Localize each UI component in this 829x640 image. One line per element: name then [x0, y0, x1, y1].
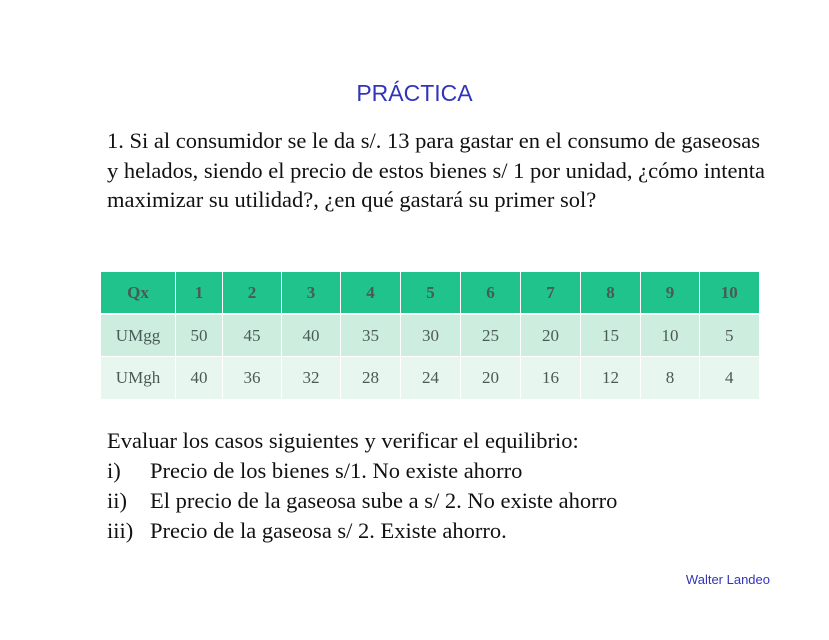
- header-cell: 3: [282, 272, 341, 314]
- header-cell: 6: [461, 272, 521, 314]
- table-cell: 28: [341, 357, 401, 400]
- table-cell: 12: [581, 357, 641, 400]
- item-number: ii): [107, 488, 127, 513]
- marginal-utility-table: [100, 272, 759, 399]
- table-cell: 15: [581, 314, 641, 357]
- table-cell: 4: [700, 357, 759, 400]
- table-cell: 50: [176, 314, 223, 357]
- header-cell: 9: [641, 272, 700, 314]
- table-cell: 10: [641, 314, 700, 357]
- table-cell: 32: [282, 357, 341, 400]
- table-cell: 25: [461, 314, 521, 357]
- evaluation-intro: Evaluar los casos siguientes y verificar el equilibrio:: [107, 428, 579, 453]
- table-cell: 8: [641, 357, 700, 400]
- table-cell: 40: [176, 357, 223, 400]
- table-cell: 30: [401, 314, 461, 357]
- table-header-row: [101, 272, 759, 314]
- header-cell: Qx: [101, 272, 176, 314]
- table-row: [101, 314, 759, 357]
- evaluation-section: [107, 426, 617, 546]
- table-cell: UMgh: [101, 357, 176, 400]
- item-text: Precio de la gaseosa s/ 2. Existe ahorro.: [150, 518, 507, 543]
- item-number: i): [107, 458, 121, 483]
- header-cell: 7: [521, 272, 581, 314]
- header-cell: 4: [341, 272, 401, 314]
- table-cell: 20: [461, 357, 521, 400]
- list-item: [107, 456, 617, 486]
- list-item: [107, 486, 617, 516]
- table-cell: 24: [401, 357, 461, 400]
- item-text: El precio de la gaseosa sube a s/ 2. No existe ahorro: [150, 488, 618, 513]
- table-cell: 5: [700, 314, 759, 357]
- author-footer: Walter Landeo: [685, 572, 770, 587]
- question-text: 1. Si al consumidor se le da s/. 13 para gastar en el consumo de gaseosas y helados, siendo el precio de estos bienes s/ 1 por unidad, ¿cómo intenta maximizar su utilidad?, ¿en qué gastará su primer sol?: [107, 128, 765, 213]
- table-row: [101, 357, 759, 400]
- table-cell: 20: [521, 314, 581, 357]
- header-cell: 8: [581, 272, 641, 314]
- header-cell: 5: [401, 272, 461, 314]
- header-cell: 10: [700, 272, 759, 314]
- table-cell: 45: [223, 314, 282, 357]
- table-cell: 35: [341, 314, 401, 357]
- table-cell: UMgg: [101, 314, 176, 357]
- item-text: Precio de los bienes s/1. No existe ahorro: [150, 458, 523, 483]
- list-item: [107, 516, 617, 546]
- table-cell: 16: [521, 357, 581, 400]
- table-cell: 36: [223, 357, 282, 400]
- item-number: iii): [107, 518, 134, 543]
- header-cell: 2: [223, 272, 282, 314]
- slide-title: PRÁCTICA: [356, 80, 473, 106]
- table-cell: 40: [282, 314, 341, 357]
- header-cell: 1: [176, 272, 223, 314]
